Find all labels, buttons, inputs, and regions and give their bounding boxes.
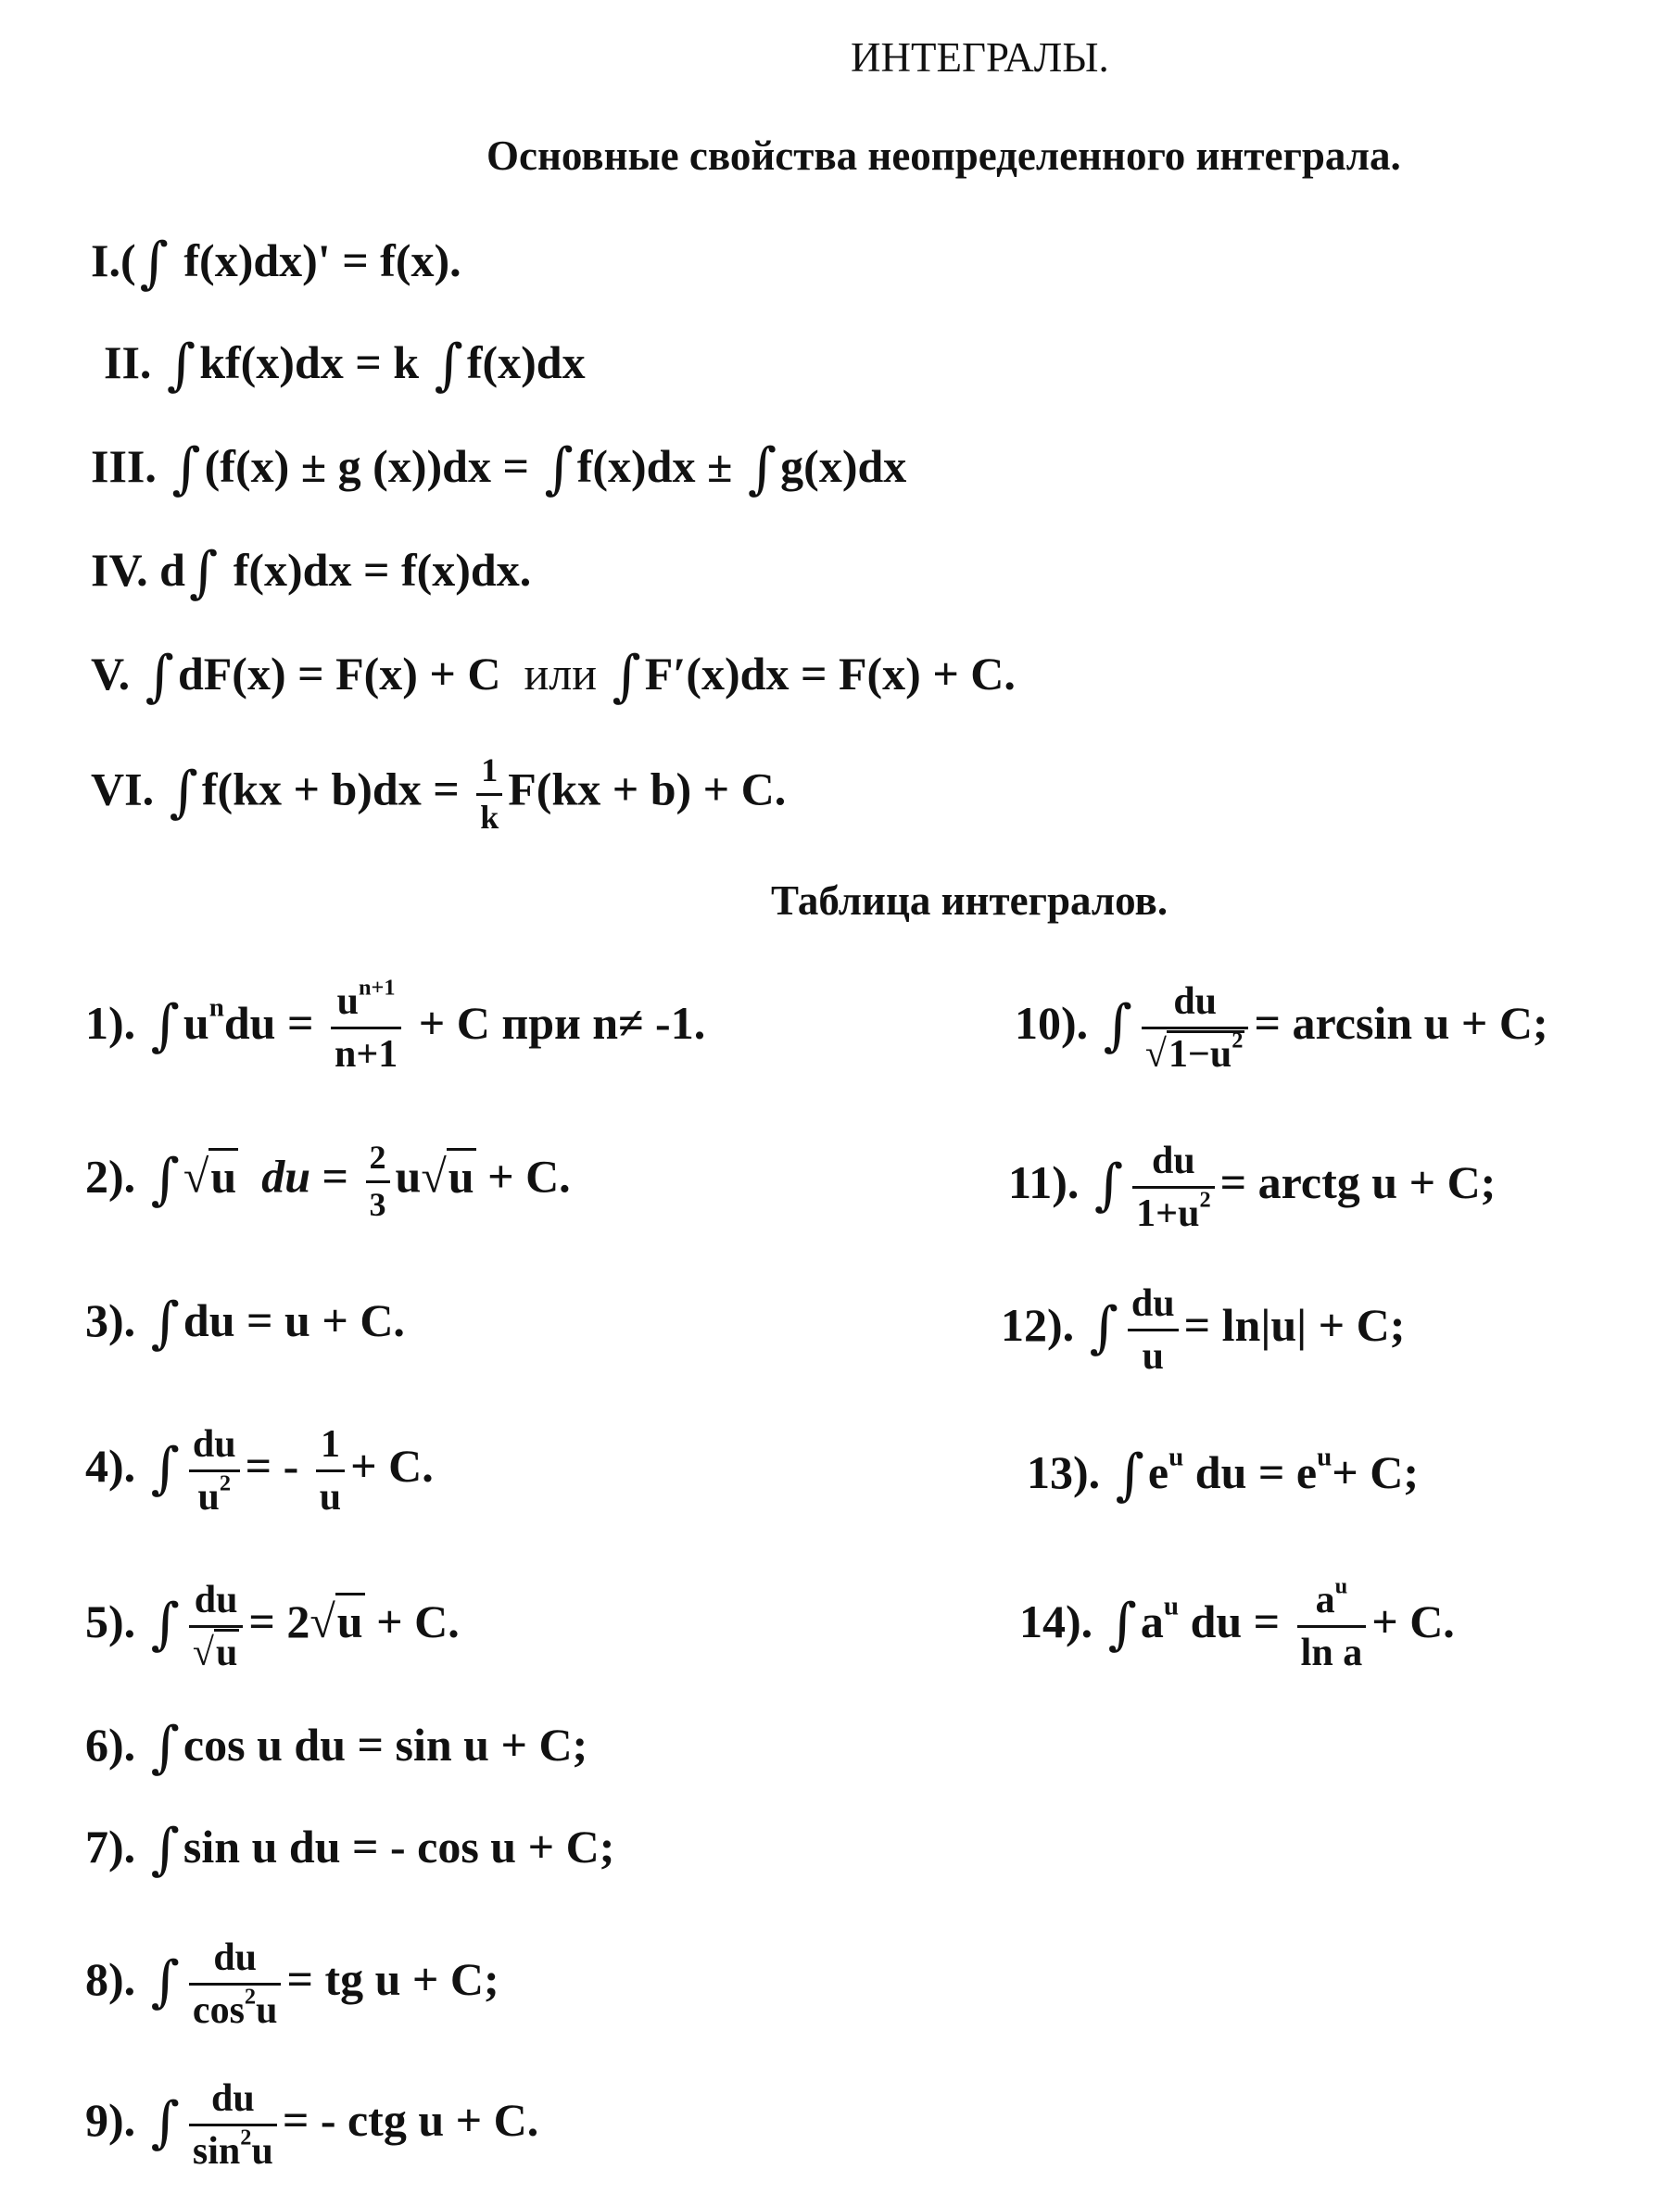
fraction (1297, 1573, 1367, 1675)
square-root (421, 1148, 475, 1203)
formula-text: a (1140, 1595, 1164, 1648)
formula-text: d (159, 544, 185, 596)
formula-text: + C. (1371, 1595, 1455, 1648)
property-2 (104, 333, 586, 397)
fraction (189, 2077, 277, 2173)
formula-text: F′(x)dx = F(x) + C. (644, 648, 1016, 700)
integral-sign: ∫ (150, 993, 180, 1059)
radicand-text: 1−u (1168, 1033, 1232, 1077)
property-5 (91, 644, 1016, 709)
integral-sign: ∫ (150, 1146, 180, 1212)
formula-text: F(kx + b) + C. (508, 763, 787, 815)
formula-text: + C; (1332, 1446, 1419, 1498)
radical-icon: √ (421, 1150, 447, 1203)
or-word: или (524, 648, 597, 700)
table-item-13 (1027, 1442, 1419, 1507)
formula-text: = 2 (248, 1595, 310, 1648)
numerator: du (189, 1579, 243, 1628)
formula-text: f(x)dx = f(x)dx. (233, 544, 532, 596)
integral-sign: ∫ (150, 1949, 180, 2015)
numerator: 1 (476, 752, 502, 796)
exponent: n+1 (359, 975, 396, 1001)
integral-sign: ∫ (150, 1715, 180, 1780)
denominator-base: 1+u (1136, 1192, 1200, 1236)
exponent: u (1334, 1573, 1348, 1599)
numerator: 2 (366, 1140, 390, 1183)
formula-text: = arcsin u + C; (1254, 997, 1548, 1050)
formula-text: kf(x)dx = k (199, 336, 420, 388)
exponent: 2 (1232, 1028, 1244, 1053)
numerator: du (1128, 1282, 1179, 1331)
integral-sign: ∫ (1103, 993, 1132, 1059)
formula-text: e (1147, 1446, 1169, 1498)
formula-text: f(x)dx ± (576, 440, 733, 492)
integral-sign: ∫ (1107, 1592, 1137, 1658)
item-label: 8). (85, 1953, 136, 2006)
formula-text: = - ctg u + C. (282, 2094, 539, 2147)
item-label: 12). (1001, 1299, 1075, 1352)
table-item-9 (85, 2077, 538, 2173)
table-item-11 (1008, 1140, 1496, 1235)
exponent: 2 (1199, 1187, 1211, 1213)
exponent: 2 (219, 1470, 232, 1496)
table-item-10 (1015, 980, 1548, 1076)
formula-text: = arctg u + C; (1219, 1156, 1497, 1209)
integral-sign: ∫ (150, 1291, 180, 1356)
denominator-text: u (256, 1989, 278, 2033)
paren: ( (120, 234, 136, 286)
numerator: du (1132, 1140, 1214, 1189)
denominator-text: sin (192, 2130, 241, 2174)
exponent: n (208, 992, 224, 1023)
formula-text: (f(x) ± g (x))dx = (204, 440, 529, 492)
denominator (1132, 1189, 1214, 1235)
item-label: 10). (1015, 997, 1089, 1050)
formula-text: = ln|u| + C; (1183, 1299, 1406, 1352)
table-item-8 (85, 1936, 499, 2032)
property-3 (91, 436, 907, 501)
radicand: u (335, 1593, 365, 1647)
item-label: 9). (85, 2094, 136, 2147)
radical-icon: √ (309, 1595, 335, 1648)
table-item-3 (85, 1291, 405, 1356)
formula-text: du (261, 1150, 310, 1203)
numerator-base: u (336, 980, 359, 1023)
table-item-6 (85, 1715, 588, 1780)
numerator-base: a (1315, 1579, 1335, 1621)
table-item-12 (1001, 1282, 1405, 1378)
denominator (189, 1986, 282, 2032)
exponent: u (1317, 1442, 1333, 1472)
formula-text: sin u du = - cos u + C; (183, 1821, 615, 1873)
fraction (476, 752, 502, 836)
radical-icon: √ (192, 1632, 214, 1675)
denominator: 3 (369, 1185, 386, 1223)
item-label: 1). (85, 997, 136, 1050)
formula-text: g(x)dx (780, 440, 907, 492)
radicand: u (214, 1629, 239, 1674)
item-label: 14). (1019, 1595, 1093, 1648)
table-item-7 (85, 1817, 615, 1882)
formula-text: u (395, 1150, 422, 1203)
formula-text: f(x)dx (466, 336, 586, 388)
denominator-text: cos (192, 1989, 245, 2033)
radicand (1167, 1030, 1244, 1076)
formula-text: f(x)dx)' = f(x). (183, 234, 461, 286)
integral-sign: ∫ (747, 436, 777, 501)
integral-sign: ∫ (150, 1817, 180, 1882)
table-item-5 (85, 1579, 460, 1674)
exponent: 2 (240, 2125, 252, 2150)
denominator (189, 2126, 277, 2173)
formula-text: du = (1190, 1595, 1281, 1648)
integral-sign: ∫ (1115, 1443, 1144, 1507)
integral-sign: ∫ (1093, 1153, 1124, 1218)
integral-sign: ∫ (612, 644, 641, 709)
denominator: n+1 (334, 1033, 398, 1077)
item-label: 2). (85, 1150, 136, 1203)
property-label: IV. (91, 544, 148, 596)
table-heading: Таблица интегралов. (771, 877, 1168, 924)
integral-sign: ∫ (150, 1592, 180, 1658)
item-label: 13). (1027, 1446, 1101, 1498)
formula-text: + C. (376, 1595, 460, 1648)
formula-text: dF(x) = F(x) + C (177, 648, 501, 700)
item-label: 11). (1008, 1156, 1080, 1209)
fraction (189, 1579, 243, 1674)
item-label: 3). (85, 1294, 136, 1346)
formula-text: + C. (487, 1150, 571, 1203)
exponent: 2 (244, 1984, 257, 2010)
denominator (189, 1628, 243, 1674)
property-6 (91, 752, 786, 836)
formula-text: = - (245, 1440, 299, 1493)
integral-sign: ∫ (150, 2090, 180, 2156)
fraction (189, 1423, 240, 1519)
properties-heading: Основные свойства неопределенного интеграла. (486, 132, 1401, 179)
property-1 (91, 231, 461, 296)
formula-text: + C. (350, 1440, 434, 1493)
exponent: u (1163, 1591, 1180, 1621)
item-label: 5). (85, 1595, 136, 1648)
item-label: 6). (85, 1719, 136, 1771)
numerator: du (189, 1936, 282, 1986)
radicand: u (447, 1148, 476, 1203)
property-label: V. (91, 648, 131, 700)
denominator: u (1142, 1335, 1164, 1379)
denominator (189, 1472, 240, 1519)
formula-text: f(kx + b)dx = (201, 763, 460, 815)
radicand: u (208, 1148, 238, 1203)
formula-text: u (183, 997, 209, 1050)
item-label: 4). (85, 1440, 136, 1493)
exponent: u (1168, 1442, 1184, 1472)
numerator: du (189, 1423, 240, 1472)
table-item-4 (85, 1423, 434, 1519)
table-item-2 (85, 1140, 571, 1223)
denominator (1142, 1029, 1249, 1076)
item-label: 7). (85, 1821, 136, 1873)
integral-sign: ∫ (150, 1436, 180, 1502)
formula-text: + C при n≠ -1. (418, 997, 706, 1050)
formula-text: = tg u + C; (286, 1953, 499, 2006)
integral-sign: ∫ (139, 231, 169, 296)
integral-sign: ∫ (166, 333, 196, 397)
property-4 (91, 540, 532, 605)
radical-icon: √ (183, 1150, 209, 1203)
fraction (1132, 1140, 1214, 1235)
property-label: II. (104, 336, 152, 388)
fraction (366, 1140, 390, 1223)
denominator: ln a (1300, 1632, 1363, 1675)
integral-sign: ∫ (145, 644, 174, 709)
property-label: III. (91, 440, 157, 492)
denominator: u (319, 1476, 342, 1520)
property-label: I. (91, 234, 120, 286)
formula-text: du = e (1194, 1446, 1318, 1498)
table-item-1 (85, 975, 706, 1077)
formula-text: cos u du = sin u + C; (183, 1719, 588, 1771)
numerator: du (189, 2077, 277, 2126)
integral-sign: ∫ (544, 436, 574, 501)
integral-sign: ∫ (171, 436, 201, 501)
denominator: k (480, 798, 499, 836)
denominator-base: u (197, 1476, 220, 1520)
formula-text: = (322, 1150, 348, 1203)
formula-text: du = u + C. (183, 1294, 405, 1346)
radical-icon: √ (1144, 1033, 1167, 1077)
fraction (331, 975, 401, 1077)
numerator (331, 975, 401, 1029)
fraction (189, 1936, 282, 2032)
page-title: ИНТЕГРАЛЫ. (851, 34, 1109, 81)
integral-sign: ∫ (434, 333, 463, 397)
table-item-14 (1019, 1573, 1455, 1675)
denominator-text: u (251, 2130, 273, 2174)
integral-sign: ∫ (1089, 1295, 1118, 1361)
numerator: 1 (316, 1423, 345, 1472)
integral-sign: ∫ (188, 540, 219, 605)
square-root (309, 1593, 364, 1647)
formula-text: du = (223, 997, 314, 1050)
fraction (1128, 1282, 1179, 1378)
square-root (183, 1148, 238, 1203)
property-label: VI. (91, 763, 155, 815)
fraction (316, 1423, 345, 1519)
fraction (1142, 980, 1249, 1076)
numerator: du (1142, 980, 1249, 1029)
numerator (1297, 1573, 1367, 1628)
integral-sign: ∫ (169, 759, 198, 825)
